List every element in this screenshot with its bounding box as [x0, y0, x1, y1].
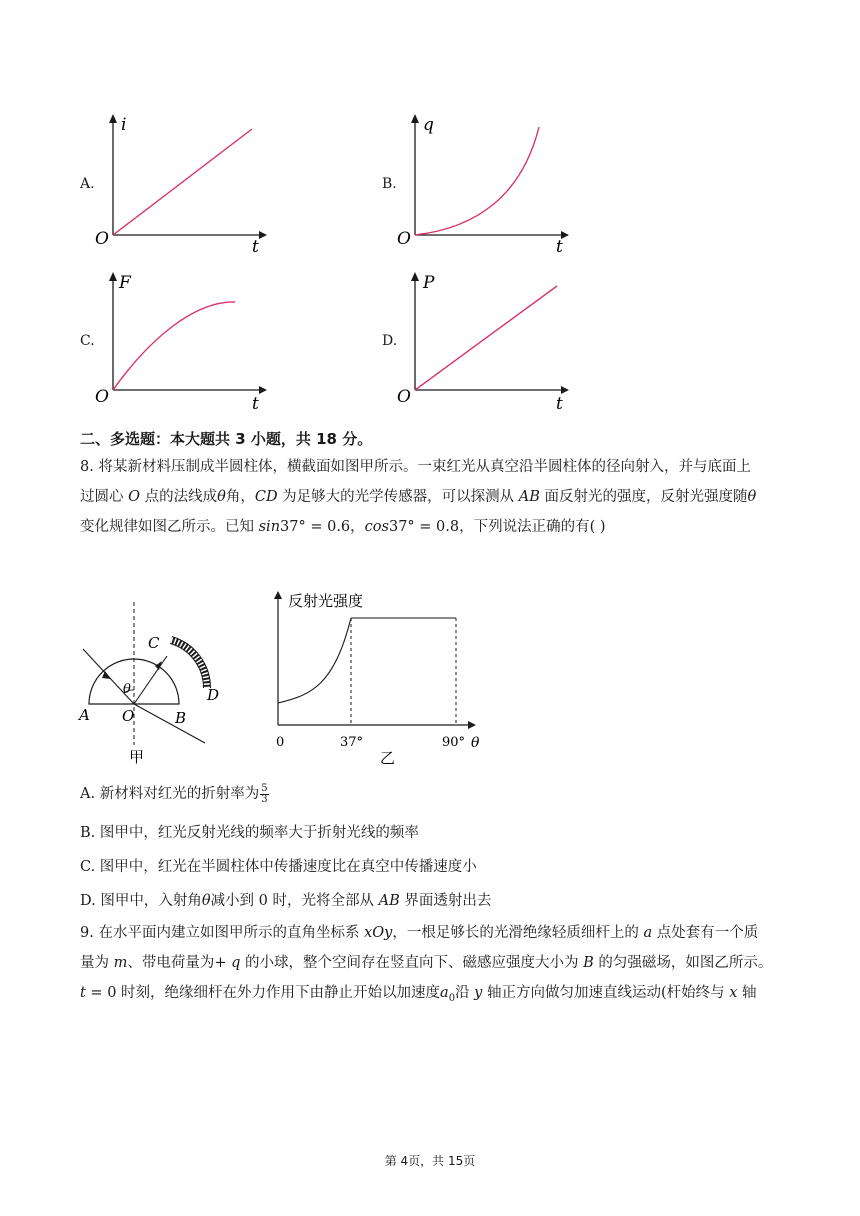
- jia-label-o: O: [122, 707, 135, 725]
- q8-line1: 8. 将某新材料压制成半圆柱体，横截面如图甲所示。一束红光从真空沿半圆柱体的径向射入，并与底面上: [80, 459, 751, 475]
- graph-c-ylabel: F: [119, 273, 131, 293]
- graph-b-xlabel: t: [556, 237, 563, 255]
- graph-c-origin: O: [95, 387, 109, 407]
- figure-yi: [262, 585, 487, 770]
- yi-tick-37: 37°: [340, 735, 364, 750]
- graph-b-origin: O: [397, 229, 411, 249]
- q8-option-b[interactable]: B. 图甲中，红光反射光线的频率大于折射光线的频率: [80, 825, 419, 841]
- q8-option-d[interactable]: D. 图甲中，入射角θ减小到 0 时，光将全部从 AB 界面透射出去: [80, 893, 492, 909]
- jia-label-c: C: [148, 634, 160, 652]
- q8-option-a[interactable]: A. 新材料对红光的折射率为 $\frac{5}{3}$: [80, 782, 268, 805]
- page-footer: 第 4页，共 15页: [384, 1154, 476, 1168]
- graph-a-xlabel: t: [252, 237, 259, 255]
- option-d-label: D.: [382, 333, 398, 349]
- option-a-label: A.: [80, 176, 95, 192]
- yi-tick-90: 90°: [442, 735, 466, 750]
- jia-label-theta: θ: [123, 682, 131, 697]
- graph-a-origin: O: [95, 229, 109, 249]
- graph-a-ylabel: i: [121, 115, 127, 135]
- question-8: [80, 452, 780, 542]
- fraction-5-3: $\frac{5}{3}$: [261, 782, 268, 805]
- q9-line1: 9. 在水平面内建立如图甲所示的直角坐标系 xOy，一根足够长的光滑绝缘轻质细杆上的 a 点处套有一个质: [80, 925, 759, 941]
- graph-c: [95, 268, 285, 413]
- section-title: 二、多选题：本大题共 3 小题，共 18 分。: [80, 430, 373, 448]
- q8-line3: 变化规律如图乙所示。已知 sin37° = 0.6，cos37° = 0.8，下列说法正确的有( ): [80, 519, 606, 535]
- q9-line2: 量为 m、带电荷量为+ q 的小球，整个空间存在竖直向下、磁感应强度大小为 B 的匀强磁场，如图乙所示。: [80, 955, 773, 971]
- graph-b-ylabel: q: [423, 115, 434, 135]
- q9-line3: t = 0 时刻，绝缘细杆在外力作用下由静止开始以加速度$a_0$沿 y 轴正方向做匀加速直线运动(杆始终与 x 轴: [80, 985, 757, 1004]
- figure-jia: [75, 600, 240, 770]
- q8-line2: 过圆心 O 点的法线成θ角，CD 为足够大的光学传感器，可以探测从 AB 面反射光的强度，反射光强度随θ: [80, 489, 757, 505]
- jia-caption: 甲: [129, 748, 145, 766]
- yi-xvar: θ: [471, 735, 480, 751]
- graph-d: [397, 268, 587, 413]
- jia-label-b: B: [175, 709, 187, 727]
- graph-d-origin: O: [397, 387, 411, 407]
- graph-a: [95, 110, 285, 255]
- q8-option-c[interactable]: C. 图甲中，红光在半圆柱体中传播速度比在真空中传播速度小: [80, 859, 477, 875]
- graph-d-xlabel: t: [556, 394, 563, 413]
- option-c-label: C.: [80, 333, 95, 349]
- question-9: [80, 918, 792, 1014]
- option-b-label: B.: [382, 176, 397, 192]
- yi-caption: 乙: [380, 749, 396, 767]
- jia-label-a: A: [79, 706, 90, 724]
- graph-c-xlabel: t: [252, 394, 259, 413]
- graph-b: [397, 110, 587, 255]
- yi-zero: 0: [276, 735, 285, 750]
- jia-label-d: D: [207, 686, 220, 704]
- yi-ylabel: 反射光强度: [288, 592, 364, 610]
- graph-d-ylabel: P: [423, 273, 435, 293]
